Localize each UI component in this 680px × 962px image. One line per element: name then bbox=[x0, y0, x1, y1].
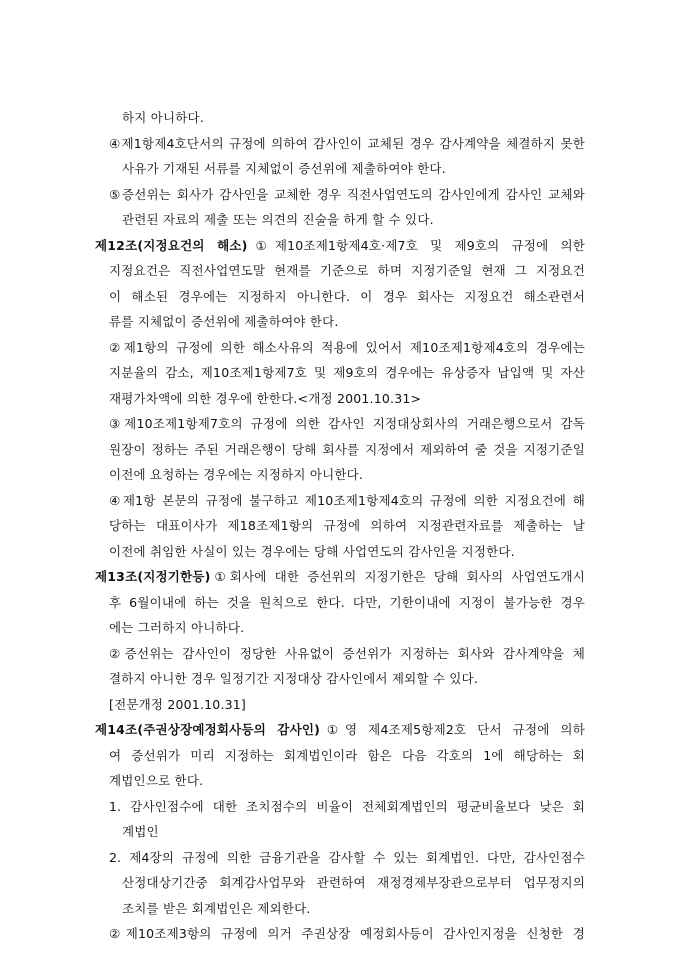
text-line: ④제1항제4호단서의 규정에 의하여 감사인이 교체된 경우 감사계약을 체결하지 못한 bbox=[109, 136, 585, 151]
text-line: ⑤증선위는 회사가 감사인을 교체한 경우 직전사업연도의 감사인에게 감사인 교체와 bbox=[109, 187, 585, 202]
article-heading: 제14조(주권상장예정회사등의 감사인) bbox=[95, 722, 321, 737]
list-item: 1. 감사인점수에 대한 조치점수의 비율이 전체회계법인의 평균비율보다 낮은 회 bbox=[109, 799, 585, 814]
article-13-first-line: 제13조(지정기한등)①회사에 대한 증선위의 지정기한은 당해 회사의 사업연도개시 bbox=[95, 569, 585, 584]
text-line: 지분율의 감소, 제10조제1항제7호 및 제9호의 경우에는 유상증자 납입액 및 자산 bbox=[109, 365, 585, 380]
text-line: 재평가차액에 의한 경우에 한한다.<개정 2001.10.31> bbox=[109, 391, 422, 406]
article-heading: 제12조(지정요건의 해소) bbox=[95, 238, 248, 253]
text-line: 여 증선위가 미리 지정하는 회계법인이라 함은 다음 각호의 1에 해당하는 회 bbox=[109, 748, 585, 763]
text-line: ②증선위는 감사인이 정당한 사유없이 증선위가 지정하는 회사와 감사계약을 체 bbox=[109, 646, 585, 661]
text-line: 이전에 요청하는 경우에는 지정하지 아니한다. bbox=[109, 467, 364, 482]
text-line: 에는 그러하지 아니하다. bbox=[109, 620, 245, 635]
amendment-note: [전문개정 2001.10.31] bbox=[109, 697, 246, 712]
text-line: 계법인 bbox=[122, 824, 159, 839]
text-line: 당하는 대표이사가 제18조제1항의 규정에 의하여 지정관련자료를 제출하는 날 bbox=[109, 518, 585, 533]
text-line: ②제1항의 규정에 의한 해소사유의 적용에 있어서 제10조제1항제4호의 경우에는 bbox=[109, 340, 585, 355]
text-line: ③제10조제1항제7호의 규정에 의한 감사인 지정대상회사의 거래은행으로서 감독 bbox=[109, 416, 585, 431]
text-line: ②제10조제3항의 규정에 의거 주권상장 예정회사등이 감사인지정을 신청한 경 bbox=[109, 926, 585, 941]
article-14-first-line: 제14조(주권상장예정회사등의 감사인)①영 제4조제5항제2호 단서 규정에 의하 bbox=[95, 722, 585, 737]
text-line: 후 6월이내에 하는 것을 원칙으로 한다. 다만, 기한이내에 지정이 불가능한 경우 bbox=[109, 595, 585, 610]
text-line: 하지 아니하다. bbox=[122, 110, 204, 125]
text-line: 조치를 받은 회계법인은 제외한다. bbox=[122, 901, 311, 916]
text-line: 산정대상기간중 회계감사업무와 관련하여 재정경제부장관으로부터 업무정지의 bbox=[122, 875, 585, 890]
text-line: 관련된 자료의 제출 또는 의견의 진술을 하게 할 수 있다. bbox=[122, 212, 434, 227]
text-line: 이 해소된 경우에는 지정하지 아니한다. 이 경우 회사는 지정요건 해소관련서 bbox=[109, 289, 585, 304]
text-line: 류를 지체없이 증선위에 제출하여야 한다. bbox=[109, 314, 339, 329]
text-line: ④제1항 본문의 규정에 불구하고 제10조제1항제4호의 규정에 의한 지정요건에 해 bbox=[109, 493, 585, 508]
text-line: 지정요건은 직전사업연도말 현재를 기준으로 하며 지정기준일 현재 그 지정요건 bbox=[109, 263, 585, 278]
text-line: 원장이 정하는 주된 거래은행이 당해 회사를 지정에서 제외하여 줄 것을 지정기준일 bbox=[109, 442, 585, 457]
text-line: 사유가 기재된 서류를 지체없이 증선위에 제출하여야 한다. bbox=[122, 161, 446, 176]
text-line: 계법인으로 한다. bbox=[109, 773, 204, 788]
text-line: 이전에 취임한 사실이 있는 경우에는 당해 사업연도의 감사인을 지정한다. bbox=[109, 544, 515, 559]
list-item: 2. 제4장의 규정에 의한 금융기관을 감사할 수 있는 회계법인. 다만, 감사인점수 bbox=[109, 850, 585, 865]
article-heading: 제13조(지정기한등) bbox=[95, 569, 211, 584]
article-12-first-line: 제12조(지정요건의 해소)①제10조제1항제4호·제7호 및 제9호의 규정에 의한 bbox=[95, 238, 585, 253]
text-line: 결하지 아니한 경우 일정기간 지정대상 감사인에서 제외할 수 있다. bbox=[109, 671, 478, 686]
